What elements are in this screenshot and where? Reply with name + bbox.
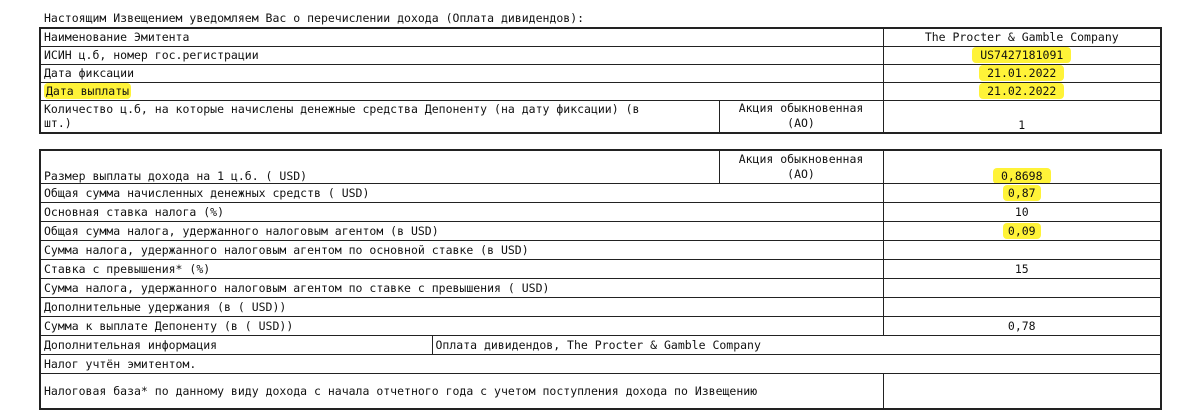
payment-date-label-cell — [40, 82, 883, 100]
record-date-cell — [883, 64, 1161, 82]
total-tax-withheld-cell — [883, 221, 1161, 240]
issuer-value: The Procter & Gamble Company — [883, 28, 1161, 46]
intro-text: Настоящим Извещением уведомляем Вас о перечислении дохода (Оплата дивидендов): — [44, 11, 585, 25]
payout-per-share-label: Размер выплаты дохода на 1 ц.б. ( USD) — [40, 150, 719, 183]
table-row — [40, 354, 1161, 373]
table-row — [40, 278, 1161, 297]
table-row — [40, 46, 1161, 64]
additional-info-label: Дополнительная информация — [40, 335, 432, 354]
isin-label: ИСИН ц.б, номер гос.регистрации — [40, 46, 883, 64]
tax-excess-rate-value — [883, 278, 1161, 297]
tax-base-value — [883, 373, 1161, 409]
record-date-value: 21.01.2022 — [979, 65, 1064, 81]
total-tax-withheld-value: 0,09 — [1003, 223, 1041, 239]
quantity-value: 1 — [883, 100, 1161, 133]
base-tax-rate-label: Основная ставка налога (%) — [40, 202, 883, 221]
table-row — [40, 202, 1161, 221]
tax-excess-rate-label: Сумма налога, удержанного налоговым агентом по ставке с превышения ( USD) — [40, 278, 883, 297]
tax-base-label: Налоговая база* по данному виду дохода с начала отчетного года с учетом поступления дохода по Извещению — [40, 373, 883, 409]
payout-per-share-value: 0,8698 — [993, 168, 1051, 184]
amount-payable-label: Сумма к выплате Депоненту (в ( USD)) — [40, 316, 883, 335]
quantity-label: Количество ц.б, на которые начислены денежные средства Депоненту (на дату фиксации) (в шт.) — [40, 100, 719, 133]
payment-date-label: Дата выплаты — [46, 84, 130, 98]
additional-deductions-label: Дополнительные удержания (в ( USD)) — [40, 297, 883, 316]
issuer-table — [39, 27, 1162, 134]
table-row — [40, 64, 1161, 82]
excess-rate-value: 15 — [883, 259, 1161, 278]
table-row — [40, 259, 1161, 278]
record-date-label: Дата фиксации — [40, 64, 883, 82]
isin-cell — [883, 46, 1161, 64]
isin-value: US7427181091 — [972, 47, 1071, 63]
amount-payable-value: 0,78 — [883, 316, 1161, 335]
additional-deductions-value — [883, 297, 1161, 316]
total-accrued-cell — [883, 183, 1161, 202]
table-row — [40, 316, 1161, 335]
table-row — [40, 150, 1161, 183]
table-row — [40, 297, 1161, 316]
table-row — [40, 373, 1161, 409]
total-tax-withheld-label: Общая сумма налога, удержанного налоговым агентом (в USD) — [40, 221, 883, 240]
payout-share-type: Акция обыкновенная (АО) — [719, 150, 883, 183]
issuer-label: Наименование Эмитента — [40, 28, 883, 46]
payment-date-cell — [883, 82, 1161, 100]
table-row — [40, 335, 1161, 354]
tax-note: Налог учтён эмитентом. — [40, 354, 1161, 373]
payment-date-value: 21.02.2022 — [979, 83, 1064, 99]
table-row — [40, 183, 1161, 202]
table-row — [40, 82, 1161, 100]
table-row — [40, 28, 1161, 46]
tax-base-rate-value — [883, 240, 1161, 259]
table-row — [40, 100, 1161, 133]
excess-rate-label: Ставка с превышения* (%) — [40, 259, 883, 278]
total-accrued-value: 0,87 — [1003, 185, 1041, 201]
base-tax-rate-value: 10 — [883, 202, 1161, 221]
table-row — [40, 221, 1161, 240]
payout-table — [39, 149, 1162, 410]
total-accrued-label: Общая сумма начисленных денежных средств ( USD) — [40, 183, 883, 202]
payout-per-share-cell — [883, 150, 1161, 183]
tax-base-rate-label: Сумма налога, удержанного налоговым агентом по основной ставке (в USD) — [40, 240, 883, 259]
quantity-share-type: Акция обыкновенная (АО) — [719, 100, 883, 133]
table-row — [40, 240, 1161, 259]
additional-info-value: Оплата дивидендов, The Procter & Gamble Company — [432, 335, 1161, 354]
